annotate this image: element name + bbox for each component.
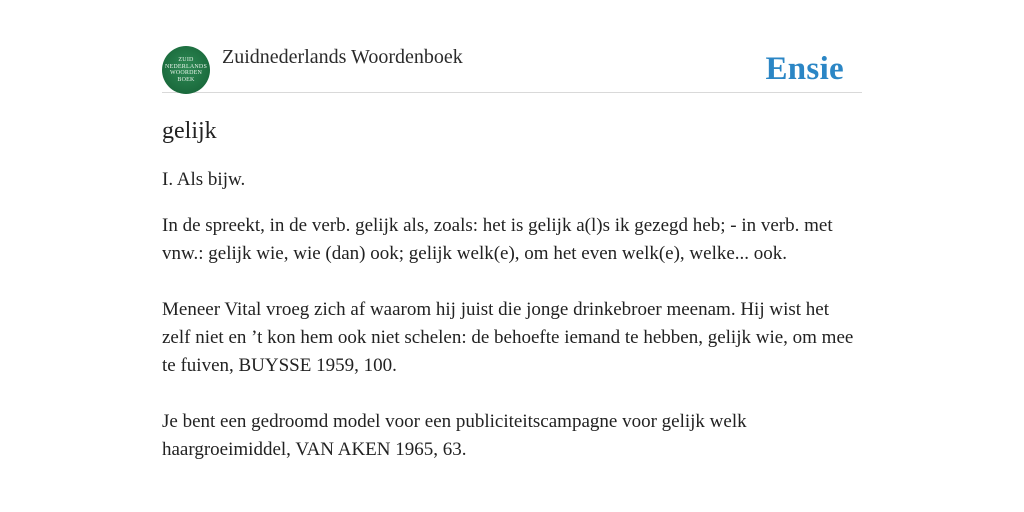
logo-text-line: NEDERLANDS [165,63,207,70]
ensie-brand-link[interactable]: Ensie [765,51,844,87]
dictionary-name[interactable]: Zuidnederlands Woordenboek [222,46,463,68]
dictionary-logo[interactable] [162,46,210,94]
logo-text-line: WOORDEN [169,70,203,76]
entry-headword: gelijk [162,118,217,144]
entry-definition: In de spreekt, in de verb. gelijk als, zoals: het is gelijk a(l)s ik gezegd heb; - in verb. met vnw.: gelijk wie, wie (dan) ook; gelijk welk(e), om het even welk(e), welke... ook. [162,215,833,264]
entry-content [162,114,862,464]
entry-quote: Meneer Vital vroeg zich af waarom hij juist die jonge drinkebroer meenam. Hij wist het zelf niet en ’t kon hem ook niet schelen: de behoefte iemand te hebben, gelijk wie, om mee te fuiven, BUYSSE 1959, 100. [162,299,854,376]
logo-text-line: ZUID [178,57,194,63]
site-header [162,44,862,93]
entry-quote: Je bent een gedroomd model voor een publiciteitscampagne voor gelijk welk haargroeimiddel, VAN AKEN 1965, 63. [162,411,747,460]
logo-text-line: BOEK [177,76,195,83]
entry-sense-label: I. Als bijw. [162,169,246,190]
